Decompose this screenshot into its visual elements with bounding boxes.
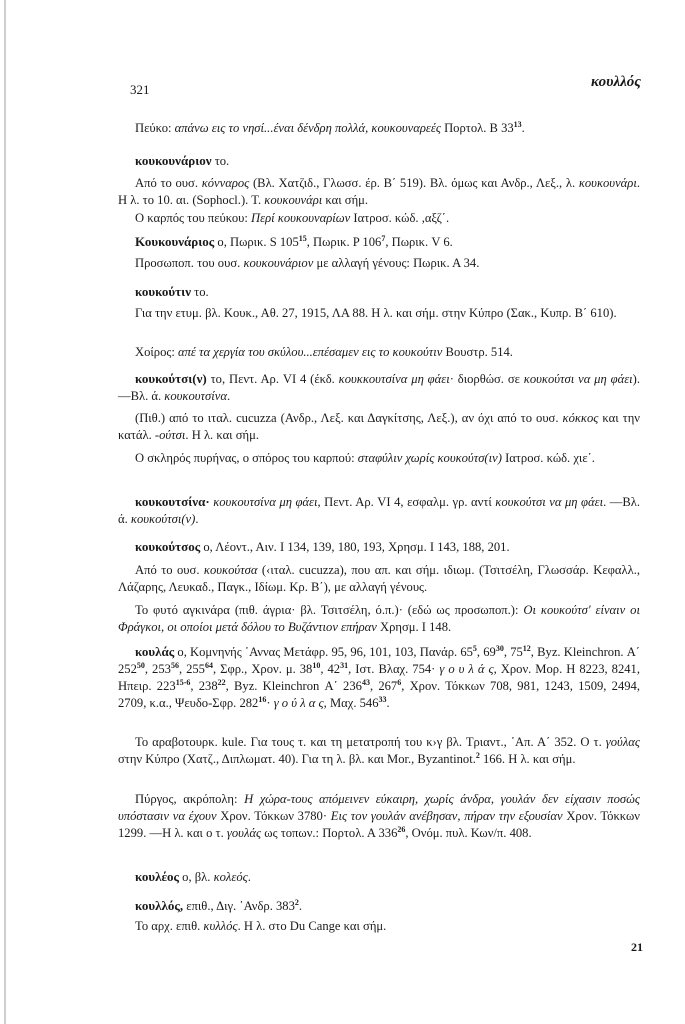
italic-quote: Οι κουκούτσ' είναιν οι Φράγκοι, οι οποίοι μετά δόλου το Βυζάντιον επήραν [118,603,640,634]
italic-quote: σταφύλιν χωρίς κουκούτσ(ιν) [357,451,502,465]
text: . [247,870,251,884]
superscript: 22 [217,678,226,687]
superscript: 33 [378,695,387,704]
text: , Πωρικ. V 6. [385,235,453,249]
text: Βουστρ. 514. [442,345,513,359]
text: , 253 [144,662,171,676]
superscript: 5 [472,644,477,653]
text: Χρον. Μορ. Η 8223, 8241, Ηπειρ. 223 [118,662,640,693]
headword: κουκούτιν [135,284,192,299]
superscript: 7 [381,234,386,243]
text: . [226,389,231,403]
superscript: 12 [522,644,531,653]
text: Πύργος, ακρόπολη: [135,792,245,806]
entry-paragraph [118,175,640,209]
entry-paragraph [118,493,640,528]
text: Για την ετυμ. βλ. Κουκ., Αθ. 27, 1915, ΛΑ 88. Η λ. και σήμ. στην Κύπρο (Σακ., Κυπρ. Β΄ 610). [135,306,617,320]
text: Πεντ. Αρ. VI 4, εσφαλμ. γρ. αντί [320,495,496,509]
text: το. [191,285,209,299]
text: Ο καρπός του πεύκου: [135,211,252,225]
entry-paragraph [118,210,640,227]
italic-quote: κουκκουτσίνα μη φάει [338,372,450,386]
entry-paragraph [118,538,640,556]
italic-quote: κόνναρος [201,176,250,190]
text: . Η λ. και σήμ. [185,428,259,442]
text: στην Κύπρο (Χατζ., Διπλωματ. 40). Για τη λ. βλ. και Mor., Byzantinot. [118,752,476,766]
entry-paragraph [118,120,640,137]
text: 166. Η λ. και σήμ. [479,752,576,766]
italic-quote: κουκουνάριον [243,256,314,270]
italic-quote: κουκουτσίνα [164,389,227,403]
text: . Η λ. στο Du Cange και σήμ. [237,919,387,933]
headword: κουλάς [135,644,175,659]
superscript: 2 [294,898,299,907]
headword: κουκουνάριον [135,153,212,168]
entry-paragraph [118,897,640,915]
text: ο, Κομνηνής ῾Αννας Μετάφρ. 95, 96, 101, 103, Πανάρ. 65 [174,645,473,659]
headword: κουλέος [135,869,180,884]
superscript: 43 [361,678,370,687]
italic-quote: κουκούτσι να μη φάει [523,372,633,386]
text: , Byz. Kleinchron. Α΄ 252 [118,645,641,676]
entry-paragraph [118,643,640,712]
text: , Byz. Kleinchron Α΄ 236 [225,679,362,693]
text: , 69 [476,645,496,659]
text: ως τοπων.: Πορτολ. Α 336 [261,826,398,840]
text: και σήμ. [322,193,369,207]
text: , Πωρικ. P 106 [306,235,382,249]
text: ο, Λέοντ., Αιν. Ι 134, 139, 180, 193, Χρησμ. Ι 143, 188, 201. [200,540,510,554]
text: Από το ουσ. [135,563,204,577]
text: , 238 [190,679,218,693]
entry-paragraph [118,255,640,272]
entry-paragraph [118,734,640,768]
text: ο, Πωρικ. S 105 [214,235,299,249]
text: Μαχ. 546 [326,696,379,710]
text: , Σφρ., Χρον. μ. 38 [212,662,313,676]
text: · [266,696,274,710]
italic-quote: απέ τα χεργία του σκύλου...επέσαμεν εις το κουκούτιν [178,345,443,359]
superscript: 16 [258,695,267,704]
superscript: 15 [298,234,307,243]
text: (Πιθ.) από το ιταλ. cucuzza (Ανδρ., Λεξ. και Δαγκίτσης, Λεξ.), αν όχι από το ουσ. [135,411,563,425]
entry-paragraph [118,370,640,405]
text: Το φυτό αγκινάρα (πιθ. άγρια· βλ. Τσιτσέλη, ό.π.)· (εδώ ως προσωποπ.): [135,603,524,617]
italic-quote: γούλας [605,735,640,749]
italic-quote: Εις τον γουλάν ανέβησαν, πήραν την εξουσίαν [330,809,563,823]
italic-quote: Περί κουκουναρίων [251,211,351,225]
superscript: 10 [312,661,321,670]
text: , Ιστ. Βλαχ. 754· [348,662,440,676]
text: · διορθώσ. σε [449,372,524,386]
superscript: 30 [495,644,504,653]
text: . [386,696,390,710]
text: και την κατάλ. [118,411,640,442]
text: , 75 [503,645,523,659]
superscript: 56 [170,661,179,670]
headword: κουκουτσίνα· [135,494,210,509]
italic-quote: κολεός [213,870,248,884]
text: Χοίρος: [135,345,178,359]
italic-quote: κόκκος [562,411,599,425]
superscript: 15-6 [175,678,191,687]
text: . [298,899,303,913]
italic-quote: γ ο υ λ ά ς, [439,662,497,676]
italic-quote: γουλάς [226,826,262,840]
text: Χρον. Τόκκων 3780· [216,809,331,823]
text: Προσωποπ. του ουσ. [135,256,244,270]
entry-paragraph [118,152,640,170]
text: , Χρον. Τόκκων 708, 981, 1243, 1509, 2494, 2709, κ.α., Ψευδο-Σφρ. 282 [118,679,641,710]
italic-quote: κυλλός [203,919,238,933]
italic-quote: κουκούτσα [203,563,258,577]
italic-quote: Η χώρα-τους απόμεινεν εύκαιρη, χωρίς άνδρα, γουλάν δεν είχασιν ποσώς υπόστασιν να έχουν [118,792,640,823]
headword: κουλλός, [135,898,184,913]
entry-paragraph [118,344,640,361]
superscript: 6 [397,678,402,687]
text: . —Βλ. ά. [118,495,641,526]
superscript: 2 [475,751,480,760]
text: . [521,121,525,135]
text: , 267 [369,679,398,693]
text: Το αρχ. επιθ. [135,919,204,933]
text: Ιατροσ. κώδ. ,αξζ΄. [350,211,450,225]
text: . Η λ. το 10. αι. (Sophocl.). Τ. [118,176,640,207]
text: Χρον. Τόκκων 1299. —Η λ. και ο τ. [118,809,641,840]
running-head: κουλλός [590,74,641,90]
italic-quote: απάνω εις το νησί...έναι δένδρη πολλά, κουκουναρεές [174,121,441,135]
entry-paragraph [118,410,640,444]
entry-paragraph [118,868,640,886]
italic-quote: γ ο ύ λ α ς, [273,696,327,710]
text: (‹ιταλ. cucuzza), που απ. και σήμ. ιδιωμ. (Τσιτσέλη, Γλωσσάρ. Κεφαλλ., Λάζαρης, Λευκαδ., Παγκ., Ιδίωμ. Κρ. Β΄), με αλλαγή γένους. [118,563,640,594]
superscript: 64 [204,661,213,670]
signature-mark: 21 [631,940,643,954]
entry-paragraph [118,918,640,935]
text: . [195,512,199,526]
superscript: 31 [340,661,349,670]
text: ). —Βλ. ά. [118,372,640,403]
text: το. [211,154,230,168]
entry-paragraph [118,450,640,467]
text: , 255 [178,662,205,676]
superscript: 50 [136,661,145,670]
superscript: 26 [397,825,406,834]
text: Χρησμ. Ι 148. [376,620,452,634]
scan-edge-line [4,0,6,1024]
entry-paragraph [118,602,640,636]
entry-paragraph [118,283,640,301]
italic-quote: κουκουτσίνα μη φάει, [213,495,321,509]
text: ο, βλ. [179,870,214,884]
page-number: 321 [130,82,150,97]
text: επιθ., Διγ. ῾Ανδρ. 383 [183,899,295,913]
headword: Κουκουνάριος [135,234,215,249]
italic-quote: κουκουνάρι [578,176,637,190]
headword: κουκούτσι(ν) [135,371,207,386]
entry-paragraph [118,562,640,596]
text: , 42 [320,662,341,676]
entry-paragraph [118,233,640,251]
text: , Ονόμ. πυλ. Κων/π. 408. [405,826,532,840]
text: Ιατροσ. κώδ. χιε΄. [501,451,595,465]
text: Το αραβοτουρκ. kule. Για τους τ. και τη μετατροπή του κ›γ βλ. Τριαντ., ῾Απ. Α΄ 352. Ο τ. [135,735,606,749]
italic-quote: κουκούτσι να μη φάει [495,495,604,509]
text: με αλλαγή γένους: Πωρικ. Α 34. [313,256,480,270]
entry-paragraph [118,791,640,842]
italic-quote: κουκουνάρι [264,193,323,207]
superscript: 13 [513,120,522,129]
italic-quote: κουκούτσι(ν) [130,512,196,526]
text: Πορτολ. Β 33 [440,121,514,135]
entry-paragraph [118,305,640,322]
text: Από το ουσ. [135,176,202,190]
headword: κουκούτσος [135,539,201,554]
text: Πεύκο: [135,121,175,135]
text: Ο σκληρός πυρήνας, ο σπόρος του καρπού: [135,451,358,465]
text: το, Πεντ. Αρ. VI 4 (έκδ. [206,372,339,386]
text: (Βλ. Χατζιδ., Γλωσσ. έρ. Β΄ 519). Βλ. όμως και Ανδρ., Λεξ., λ. [249,176,579,190]
italic-quote: -ούτσι [154,428,186,442]
